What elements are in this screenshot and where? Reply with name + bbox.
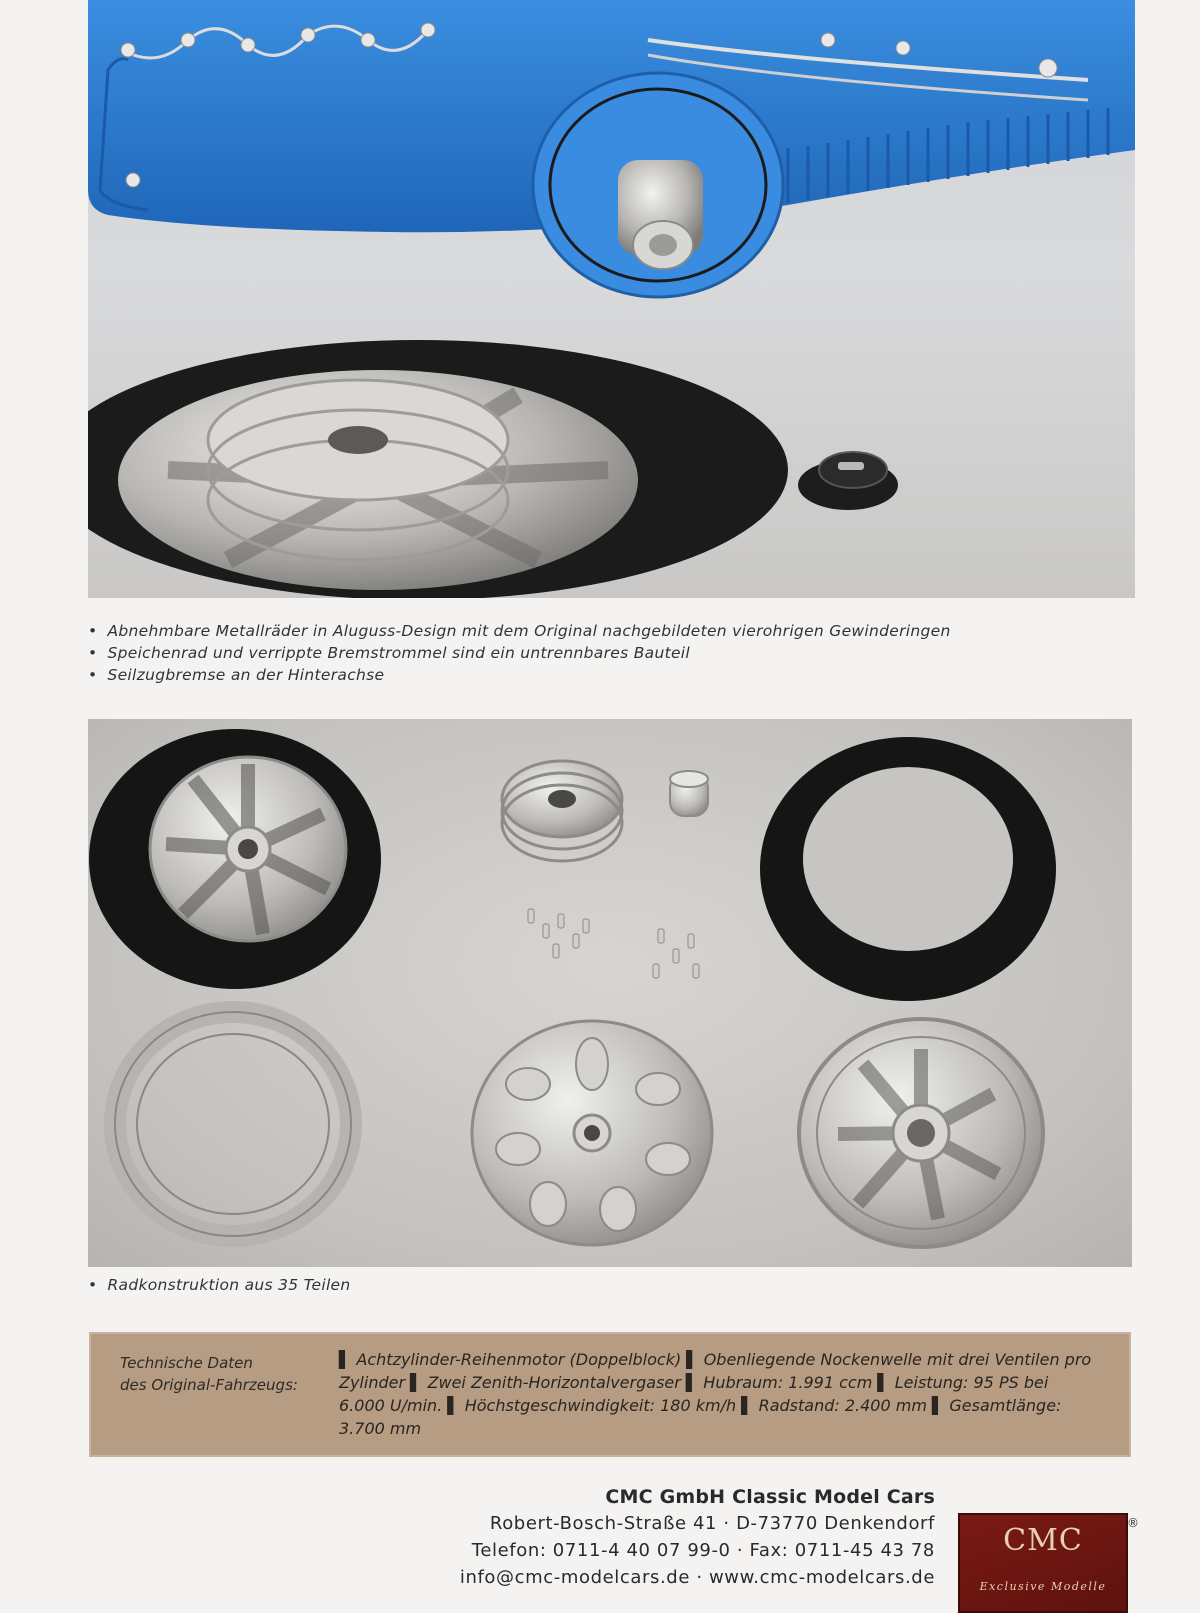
company-footer <box>460 1484 935 1591</box>
technical-data-item: ▌ Zwei Zenith-Horizontalvergaser <box>410 1373 686 1392</box>
technical-data-list <box>339 1348 1099 1440</box>
cmc-logo-subtitle: Exclusive Modelle <box>979 1580 1107 1593</box>
technical-data-box <box>89 1332 1131 1457</box>
technical-data-label <box>120 1352 330 1396</box>
cmc-logo <box>958 1513 1128 1613</box>
feature-item: • Radkonstruktion aus 35 Teilen <box>88 1274 351 1296</box>
technical-data-item: ▌ Höchstgeschwindigkeit: 180 km/h <box>447 1396 742 1415</box>
company-phone-fax: Telefon: 0711-4 40 07 99-0 · Fax: 0711-45 43 78 <box>471 1540 935 1561</box>
technical-data-item: ▌ Radstand: 2.400 mm <box>741 1396 933 1415</box>
feature-item: • Abnehmbare Metallräder in Aluguss-Design mit dem Original nachgebildeten vierohrigen Gewinderingen <box>88 620 951 642</box>
registered-mark: ® <box>1127 1516 1139 1530</box>
technical-data-item: ▌ Obenliegende Nockenwelle mit drei Ventilen pro Zylinder <box>339 1350 1092 1392</box>
feature-list-construction <box>88 1274 351 1296</box>
company-name: CMC GmbH Classic Model Cars <box>605 1486 935 1508</box>
company-address: Robert-Bosch-Straße 41 · D-73770 Denkendorf <box>489 1513 935 1534</box>
feature-item: • Speichenrad und verrippte Bremstrommel sind ein untrennbares Bauteil <box>88 642 951 664</box>
technical-data-item: ▌ Leistung: 95 PS bei 6.000 U/min. <box>339 1373 1049 1415</box>
photo-wheel-parts <box>88 719 1132 1267</box>
feature-list-wheels <box>88 620 951 686</box>
technical-data-item: ▌ Gesamtlänge: 3.700 mm <box>339 1396 1062 1438</box>
company-email-web: info@cmc-modelcars.de · www.cmc-modelcars.de <box>459 1567 935 1588</box>
photo-wheel-parts-illustration <box>88 719 1132 1267</box>
technical-data-label-line-2: des Original-Fahrzeugs: <box>120 1376 298 1394</box>
technical-data-item: ▌ Hubraum: 1.991 ccm <box>685 1373 878 1392</box>
feature-item: • Seilzugbremse an der Hinterachse <box>88 664 951 686</box>
photo-car-wheel-hub-illustration <box>88 0 1135 598</box>
technical-data-label-line-1: Technische Daten <box>120 1354 253 1372</box>
photo-car-wheel-hub <box>88 0 1135 598</box>
technical-data-item: ▌ Achtzylinder-Reihenmotor (Doppelblock) <box>339 1350 687 1369</box>
cmc-logo-text: CMC <box>1003 1523 1083 1558</box>
